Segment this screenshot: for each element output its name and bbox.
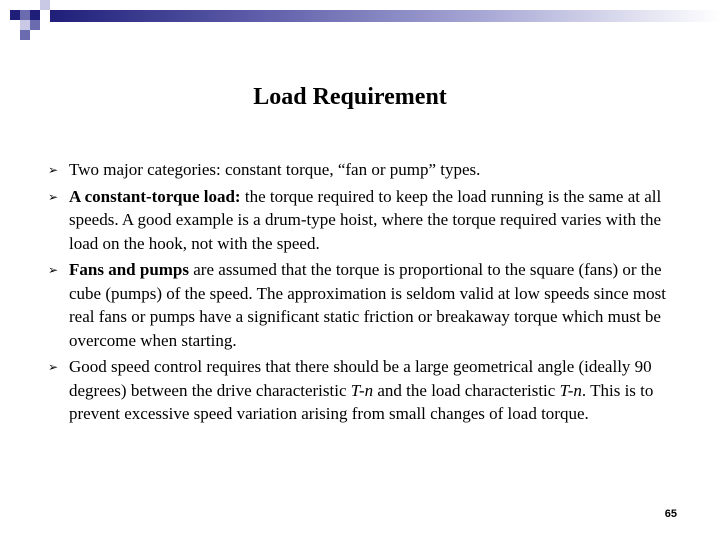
bullet-text: . This is to prevent excessive speed variation arising from small changes of load torque. [69, 380, 654, 423]
decor-square [20, 20, 30, 30]
bullet-arrow-icon: ➢ [48, 189, 59, 204]
bullet-text: A constant-torque load: [69, 186, 241, 206]
bullet-text: Two major categories: constant torque, “fan or pump” types. [69, 160, 481, 179]
header-decoration [0, 0, 720, 40]
bullet-item [48, 185, 678, 256]
decor-square [10, 10, 20, 20]
bullet-text: the torque required to keep the load running is the same at all speeds. A good example is a drum-type hoist, where the torque required varies with the load on the hook, not with the speed. [69, 186, 662, 253]
bullet-item [48, 158, 678, 182]
decor-square [30, 10, 40, 20]
bullet-list [48, 158, 678, 429]
page-number: 65 [664, 508, 677, 520]
bullet-arrow-icon: ➢ [48, 360, 59, 374]
bullet-text: and the load characteristic [373, 380, 560, 400]
bullet-text: T-n [559, 380, 582, 400]
bullet-text: Good speed control requires that there should be a large geometrical angle (ideally 90 degrees) between the drive characteristic [69, 357, 652, 400]
bullet-item [48, 258, 678, 352]
bullet-arrow-icon: ➢ [48, 263, 59, 277]
decor-square [20, 10, 30, 20]
bullet-arrow-icon: ➢ [48, 163, 59, 177]
decor-square [20, 30, 30, 40]
bullet-text: Fans and pumps [69, 260, 190, 279]
bullet-text: T-n [350, 380, 374, 400]
slide-title: Load Requirement [253, 84, 447, 110]
decor-square [40, 0, 50, 10]
bullet-item [48, 355, 678, 426]
decor-square [30, 20, 40, 30]
header-gradient-bar [50, 10, 720, 22]
bullet-text: are assumed that the torque is proportional to the square (fans) or the cube (pumps) of the speed. The approximation is seldom valid at low speeds since most real fans or pumps have a significant static friction or breakaway torque which must be overcome when starting. [69, 260, 666, 350]
